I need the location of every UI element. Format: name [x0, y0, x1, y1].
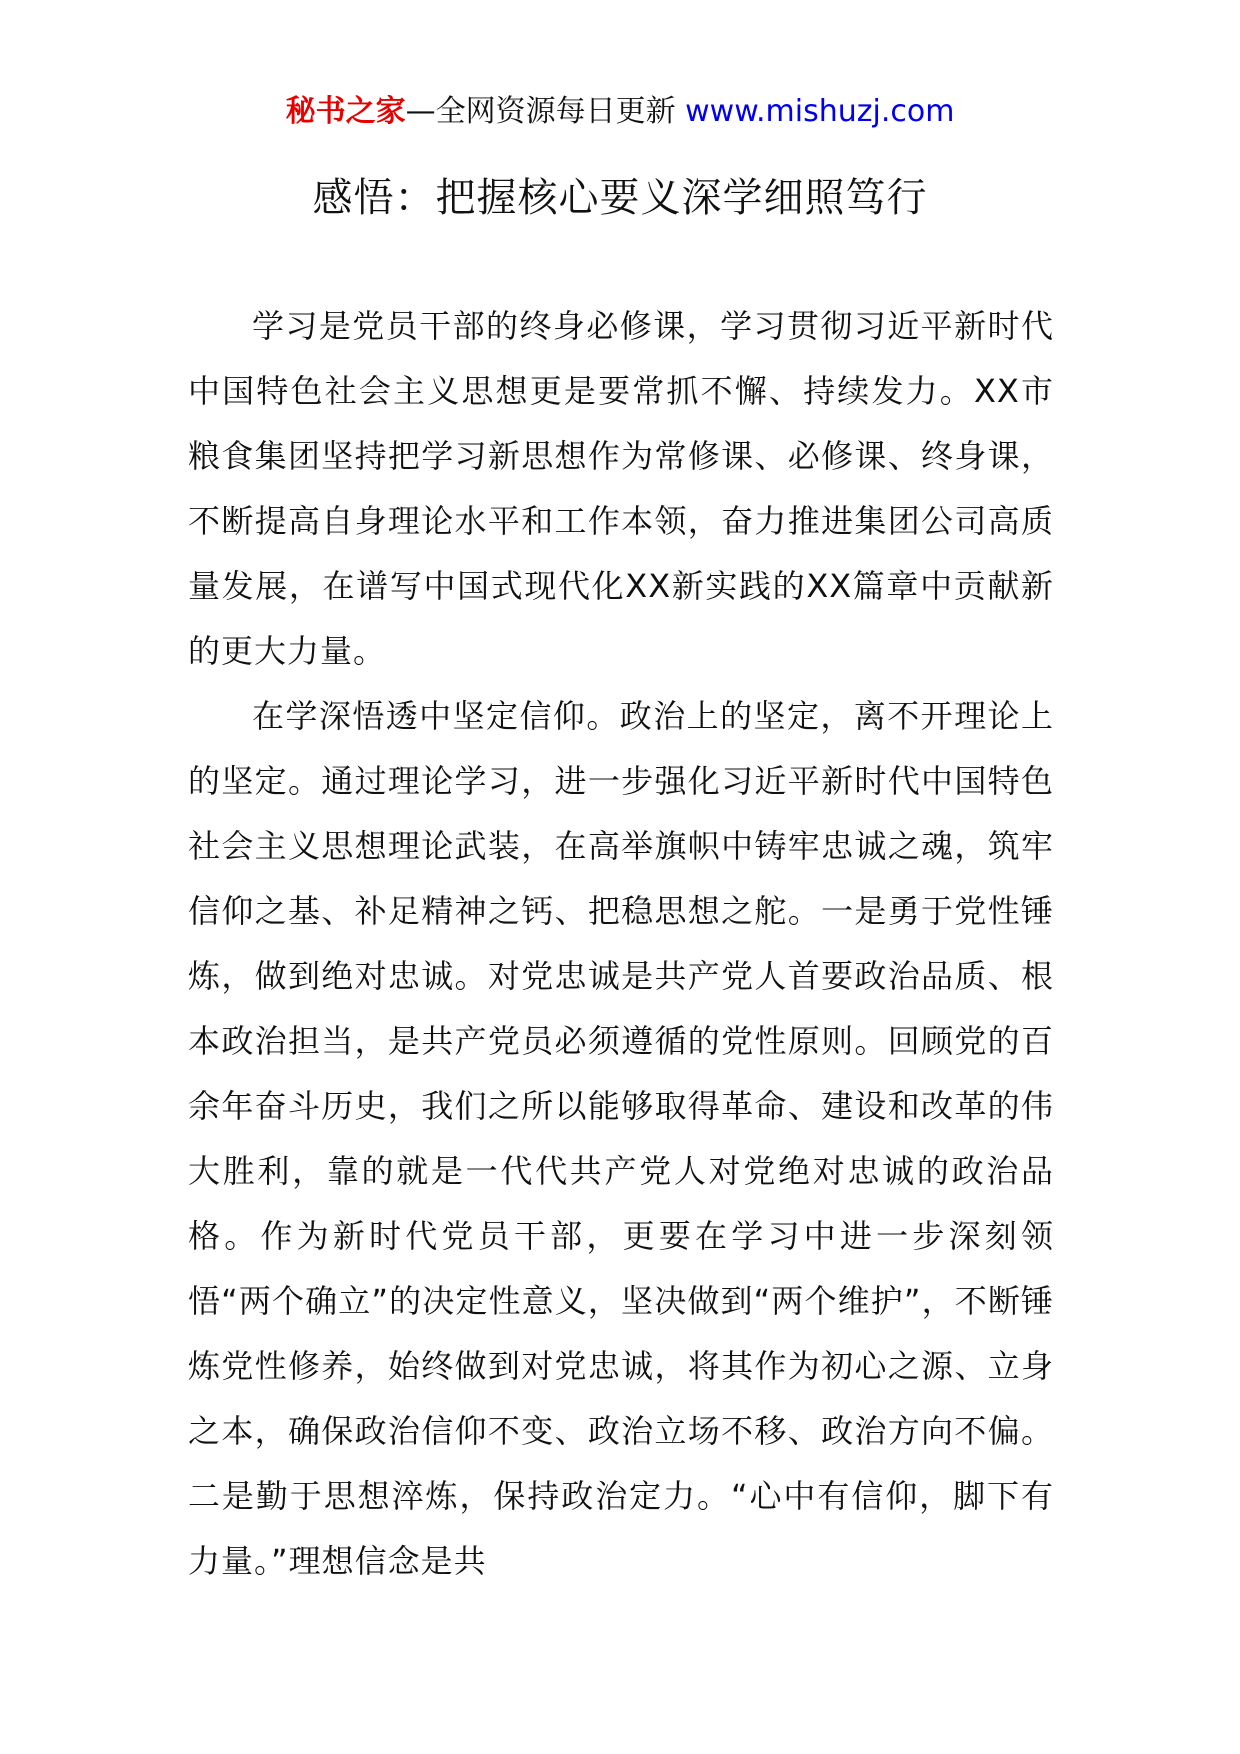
site-banner [0, 92, 1240, 132]
paragraph-intro: 学习是党员干部的终身必修课，学习贯彻习近平新时代中国特色社会主义思想更是要常抓不懈、持续发力。XX市粮食集团坚持把学习新思想作为常修课、必修课、终身课，不断提高自身理论水平和工作本领，奋力推进集团公司高质量发展，在谱写中国式现代化XX新实践的XX篇章中贡献新的更大力量。 [188, 307, 1054, 670]
document-body [188, 294, 1054, 1594]
paragraph-belief: 在学深悟透中坚定信仰。政治上的坚定，离不开理论上的坚定。通过理论学习，进一步强化习近平新时代中国特色社会主义思想理论武装，在高举旗帜中铸牢忠诚之魂，筑牢信仰之基、补足精神之钙、把稳思想之舵。一是勇于党性锤炼，做到绝对忠诚。对党忠诚是共产党人首要政治品质、根本政治担当，是共产党员必须遵循的党性原则。回顾党的百余年奋斗历史，我们之所以能够取得革命、建设和改革的伟大胜利，靠的就是一代代共产党人对党绝对忠诚的政治品格。作为新时代党员干部，更要在学习中进一步深刻领悟“两个确立”的决定性意义，坚决做到“两个维护”，不断锤炼党性修养，始终做到对党忠诚，将其作为初心之源、立身之本，确保政治信仰不变、政治立场不移、政治方向不偏。二是勤于思想淬炼，保持政治定力。“心中有信仰，脚下有力量。”理想信念是共 [188, 697, 1054, 1580]
banner-tagline: —全网资源每日更新 [405, 94, 676, 129]
site-url-link[interactable]: www.mishuzj.com [685, 94, 955, 129]
brand-name: 秘书之家 [285, 94, 406, 129]
document-title: 感悟：把握核心要义深学细照笃行 [312, 175, 928, 221]
